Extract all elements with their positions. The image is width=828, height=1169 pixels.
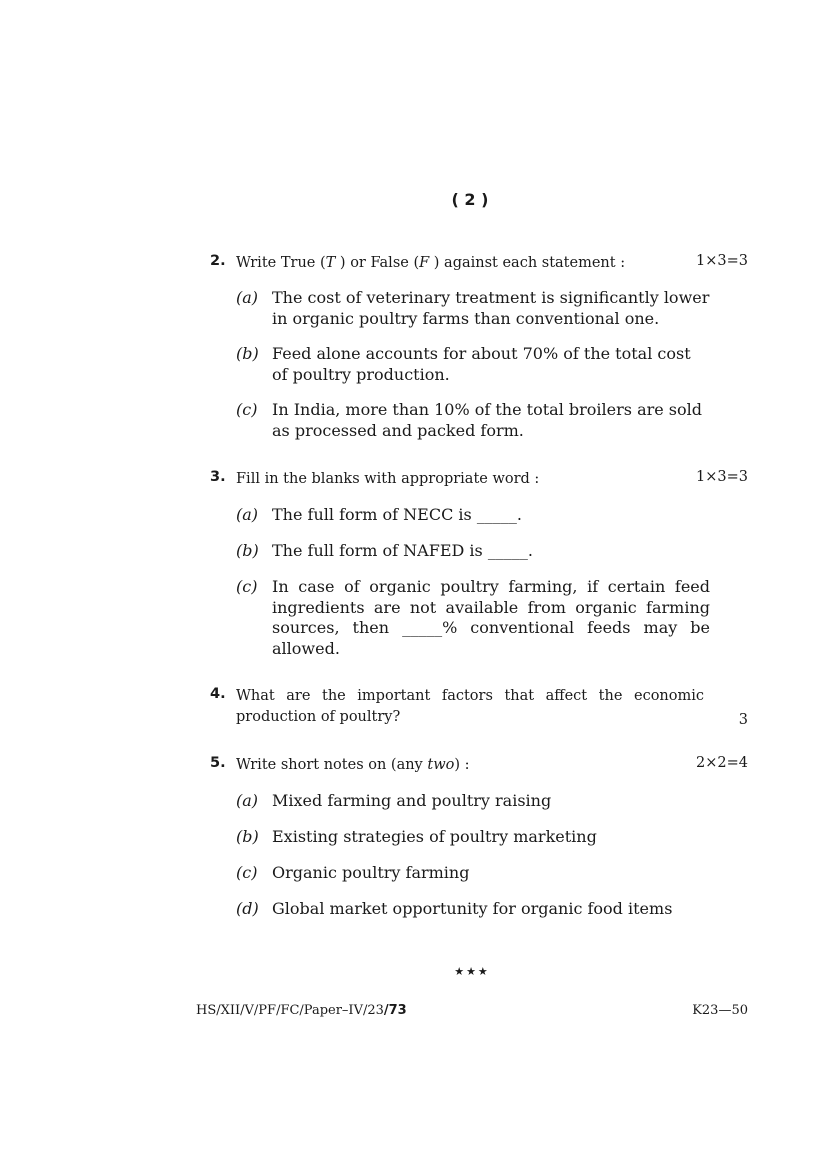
question-text: What are the important factors that affect the economic production of poultry? [236,688,704,725]
sub-item-label: (a) [236,505,259,524]
sub-item-2b [236,344,710,385]
question-3 [210,469,748,490]
question-text [236,253,748,274]
sub-item-text: The full form of NECC is _____. [272,505,522,524]
question-number: 4. [210,686,226,702]
sub-item-text: Organic poultry farming [272,863,470,882]
sub-item-5c [236,863,710,884]
false-symbol: F [419,255,430,271]
question-text-part: Write True ( [236,255,326,271]
paper-code [196,1003,407,1018]
question-text-part: Write short notes on (any [236,757,428,773]
sub-item-3a [236,505,710,526]
sub-item-text: In case of organic poultry farming, if certain feed ingredients are not available from organic farming sources, then _____% conventional feeds may be allowed. [272,577,710,658]
question-text-part: ) against each statement : [429,255,626,271]
sub-item-label: (c) [236,400,258,419]
question-marks: 1×3=3 [696,469,748,485]
sub-item-5b [236,827,710,848]
sub-item-2a [236,288,710,329]
question-number: 5. [210,755,226,771]
sub-item-text: Feed alone accounts for about 70% of the total cost of poultry production. [272,344,691,384]
question-number: 3. [210,469,226,485]
sub-item-5d [236,899,710,920]
question-text-part: ) or False ( [335,255,420,271]
sub-item-label: (c) [236,863,258,882]
sub-item-text: The full form of NAFED is _____. [272,541,533,560]
question-marks: 1×3=3 [696,253,748,269]
sub-item-5a [236,791,710,812]
sub-item-label: (c) [236,577,258,596]
paper-code-number: /73 [383,1003,407,1018]
question-4 [210,686,748,728]
sub-item-label: (d) [236,899,259,918]
sub-item-text: Global market opportunity for organic food items [272,899,673,918]
question-marks: 3 [738,712,748,728]
sub-item-text: Mixed farming and poultry raising [272,791,552,810]
sub-item-label: (b) [236,827,259,846]
true-symbol: T [325,255,336,271]
question-2 [210,253,748,274]
sub-item-2c [236,400,710,441]
sub-item-text: Existing strategies of poultry marketing [272,827,597,846]
end-marker: ★★★ [454,965,490,978]
sub-item-3c [236,577,710,659]
question-5 [210,755,748,776]
sub-item-text: The cost of veterinary treatment is significantly lower in organic poultry farms than conventional one. [272,288,710,328]
sub-item-label: (a) [236,791,259,810]
sub-item-label: (a) [236,288,259,307]
paper-code-text: HS/XII/V/PF/FC/Paper–IV/23 [196,1003,384,1018]
question-marks: 2×2=4 [696,755,748,771]
question-text-part: ) : [454,757,470,773]
sub-item-3b [236,541,710,562]
sub-item-label: (b) [236,344,259,363]
print-code: K23—50 [692,1003,748,1018]
page-number: ( 2 ) [451,190,489,209]
sub-item-text: In India, more than 10% of the total broilers are sold as processed and packed form. [272,400,703,440]
sub-item-label: (b) [236,541,259,560]
emphasis-text: two [427,757,455,773]
question-text: Fill in the blanks with appropriate word : [236,471,540,487]
question-text [236,755,748,776]
question-number: 2. [210,253,226,269]
